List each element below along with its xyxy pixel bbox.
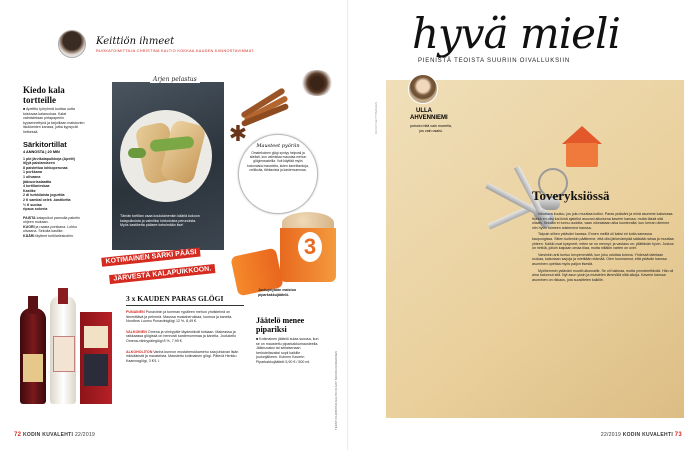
method-step — [23, 234, 85, 239]
author-caption: puhuisi mitä vain murrella, jos vain osaisi. — [410, 124, 452, 133]
lettuce — [128, 148, 146, 158]
footer-left — [14, 432, 95, 438]
ingredient-list — [23, 157, 85, 212]
article-title: Toveryksiössä — [532, 188, 610, 203]
banner-line2: JÄRVESTÄ KALAPUIKKOON. — [109, 264, 216, 284]
issue: 22/2019 — [600, 432, 622, 438]
wrap-photo — [112, 82, 224, 250]
ingredient-item: öljyä paistamiseen — [23, 161, 55, 166]
star-anise: ✱ — [228, 121, 248, 146]
glogi-lead: VALKOINEN — [126, 329, 147, 334]
ice-title-line2: pipariksi — [256, 325, 287, 334]
method-lead: KÄÄRI — [23, 234, 35, 239]
ingredient-item: Kastike — [23, 188, 36, 193]
glogi-item — [126, 310, 244, 324]
recipe-title-line1: Kiedo kala — [23, 85, 65, 95]
spice-text: Omatekoinen glögi syntyy helposti ja sileästi, kun valmistaa maustaa mehun glögimausteilla. Voit käyttää myös kokonaisia mausteita, kuten kanelitankoja, neilikoita, tähtianista ja kardemummaa. — [247, 151, 309, 172]
column-title: Keittiön ihmeet — [96, 36, 175, 47]
house-keychain — [560, 126, 604, 168]
recipe-title-line2: tortteille — [23, 95, 56, 105]
ingredient-item: 1 porkkana — [23, 170, 42, 175]
magazine-name: KODIN KUVALEHTI — [22, 432, 74, 438]
article-body — [532, 212, 674, 282]
ingredient-item: 4 tortillarieskaa — [23, 184, 50, 189]
glogi-title: 3 x KAUDEN PARAS GLÖGI — [126, 294, 244, 306]
side-label-text: KUVAT GETTYIMAGES — [374, 101, 378, 134]
recipe-subtitle: Särkitortillat — [23, 139, 67, 149]
ingredient-item: 1 olivaana — [23, 174, 41, 179]
glogi-text: Vanha kunnon mustaherukkamehu saa juhlavan lisän inkivääristä ja mausteista. Maustettu kotimainen glögi. Pätevä Herkku Kaamosglögi, 3 €/1 l. — [126, 349, 239, 363]
recipe-servings: 4 ANNOSTA | 20 MIN — [23, 149, 60, 154]
method-text: ja raasta porkkana. Lohko olivaana. Sekoita kastike. — [23, 224, 77, 234]
glogi-bottles — [14, 296, 114, 406]
ingredient-item: 1 pkt järvikalapuikkoja (Apetit) — [23, 156, 75, 161]
ice-tag: Joulupöytään maistuu piparkakkujäätelö. — [258, 288, 297, 297]
ingredient-item: jäävuorisalaattia — [23, 179, 52, 184]
photo-caption-tag: Arjen pelastus — [150, 76, 200, 83]
ice-title-line1: Jäätelö menee — [256, 316, 305, 325]
article-paragraph: Varsinkin arki tuntuu kevyemmältä, kun joku odottaa kotona. Yhdessä laitetaan ruokaa, katsotaan sarjoja ja mietitään elämää. Olen huomannut, että ystävän kanssa asuminen opettaa myös paljon itsestä. — [532, 252, 667, 266]
recipe-column — [23, 86, 85, 239]
ice-cream-cup — [280, 212, 336, 282]
method-text: täytteet tortillarieskoihin. — [35, 234, 74, 239]
red-wine-bottle — [20, 308, 46, 404]
spice-tag: Mausteet pyöriin — [256, 143, 300, 149]
glogi-lead: ALKOHOLITON — [126, 349, 153, 354]
author-name-line2: AHVENNIEMI — [410, 115, 448, 121]
page-number: 73 — [674, 432, 682, 438]
article-paragraph: Taipuin siihen ystäväni kanssa. Ennen meillä oli kaksi eri kotia samassa kaupungissa. Sitten kuitenkin päätimme, että olisi järkevämpää säästää rahaa ja muuttaa yhteen. Kaikki ovat kysyneet, miten se on mennyt, ja vastaus on: yllättävän hyvin. Joskus on hetkiä, jolloin kaipaan omaa tilaa, mutta niitäkin varten on ovet. — [532, 232, 674, 251]
photo-caption: Tämän tortillan osaa koululainenkin kääriä kokoon kalapuikoista ja valmiiksi lohkotuista perunoista. Myös kastiketta pääsee keksimään itse! — [120, 214, 200, 227]
footer-right — [601, 432, 682, 438]
section-heading: hyvä mieli — [412, 9, 620, 58]
white-bottle — [50, 296, 76, 404]
page-number: 72 — [14, 432, 22, 438]
issue: 22/2019 — [74, 432, 96, 438]
method-lead: KUORI — [23, 224, 35, 229]
side-label — [374, 70, 382, 140]
method-list — [23, 216, 85, 239]
ice-text: ■ Kotimainen jäätelö sulaa suussa, kun se on maustettu piparkakkumausteella. Jälkiruoaksi tai sellaisenaan herkuteltavaksi sopii kaikille joulunjälkeen. Kolmen Kaverin Piparkakkujäätelö 5,90 € / 500 ml. — [256, 337, 319, 364]
ingredient-item: 2 tl sambal oelek -kastiketta — [23, 197, 71, 202]
glogi-section — [126, 294, 244, 363]
side-credit-text: TEKSTI CHRISTINA KALTIO KUVAT NOORA KORHONEN — [334, 351, 338, 430]
ice-cream-carton — [280, 228, 336, 282]
author-avatar-right — [408, 74, 438, 104]
right-page — [348, 0, 696, 450]
author-name-line1: ULLA — [416, 108, 432, 114]
carton-number: 3 — [298, 232, 322, 262]
method-text: kalapuikot pannulla paketin ohjeen mukaan. — [23, 215, 81, 225]
article-paragraph: Myöhemmin ystäväni muutti ulkomaille. Se oli haikeaa, mutta ymmärrettävää. Hän oli aina halunnut sitä. Nyt asun yksin ja muistelen lämmöllä niitä aikoja. Kaverin kanssa asuminen on rikkaus, jota suosittelen kaikille. — [532, 268, 674, 282]
ingredient-item: 8 paistettua lohkoperunaa — [23, 165, 68, 170]
magazine-name: KODIN KUVALEHTI — [622, 432, 674, 438]
ice-section — [256, 316, 322, 365]
section-subheading: PIENISTÄ TEOISTA SUURIIN OIVALLUKSIIN — [418, 58, 570, 64]
method-lead: PAISTA — [23, 215, 36, 220]
ingredient-item: ripaus sokeria — [23, 207, 48, 212]
side-credit — [334, 330, 342, 430]
article-paragraph: Inhottava kuuluu, jos joku muuttaa kotiini. Paras ystäväni ja minä asumme kaksiossa. Itsekä en olisi kai ikinä ajatellut asuvani aikuisena kaverin kanssa, mutta tässä sitä ollaan. Sekään ei tunnu oudolta, vaan oikeastaan aika luontevalta, kun kerran olemme niin hyvin toimeen toistemme kanssa. — [532, 212, 674, 230]
glogi-lead: PUNAINEN — [126, 310, 145, 314]
glogi-text: Punaviinin ja tumman rypäleen mehun yhdistelmä on lämmittävä ja pehmeä. Maussa mustaherukkaa, luumua ja kanelia. Nordfors Luomu Punaviiniglögi 12 %, 8,49 €. — [126, 310, 233, 324]
glogi-item — [126, 350, 244, 364]
author-avatar-left — [58, 30, 86, 58]
cinnamon-sticks — [238, 86, 292, 126]
method-step — [23, 216, 85, 225]
cloves — [300, 70, 334, 96]
spice-bubble — [238, 134, 318, 214]
recipe-intro: ■ Apettito työryhmä tuottaa uutta toistuvaa kalaruokaa. Kalat valmistetaan pirtapaperiin kypsennettynä ja tarjoillaan maistuvien lisukkeiden kanssa, jotka kypsyvät hetkessä. — [23, 107, 85, 134]
ingredient-item: 2 dl turkkilaista jogurttia — [23, 193, 65, 198]
glogi-item — [126, 330, 244, 344]
ingredient-item: ½ tl suolaa — [23, 202, 42, 207]
column-subtitle: RUOKATOIMITTAJA CHRISTINA KALTIO KOKKAA KAUDEN KIINNOSTAVIMMAT. — [96, 49, 255, 53]
method-step — [23, 225, 85, 234]
banner-line1: KOTIMAINEN SÄRKI PÄÄSI — [101, 247, 201, 266]
juice-carton — [80, 312, 112, 404]
glogi-text: Omena ja viinirypäle täydentävät toisiaan. Makeassa ja raikkaassa glögissä on hennosti kardemummaa ja kanelia. Joulukello Omena-viinirypäleglögi 8 %, 7,99 €. — [126, 329, 237, 343]
